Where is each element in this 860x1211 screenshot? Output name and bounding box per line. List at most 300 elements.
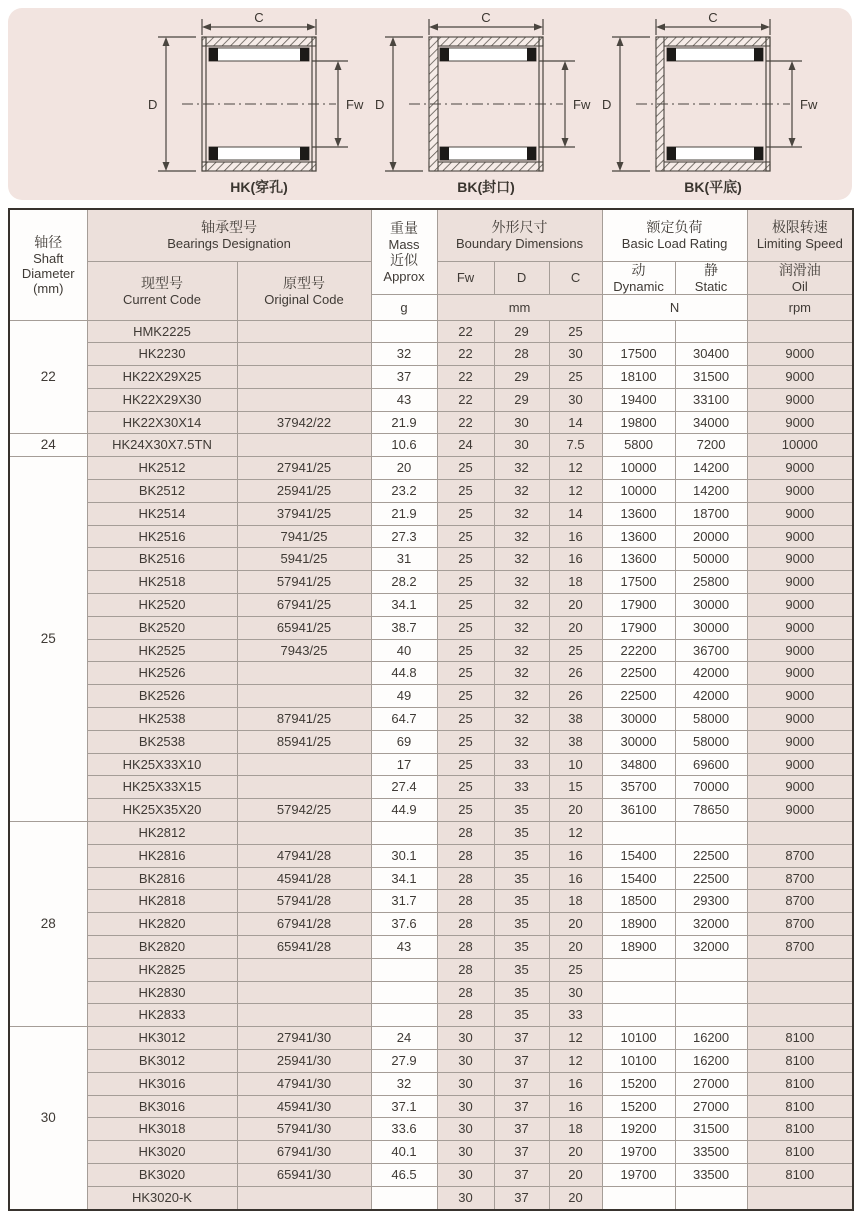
fw-cell: 25 [437, 685, 494, 708]
d-cell: 30 [494, 434, 549, 457]
fw-cell: 25 [437, 639, 494, 662]
current-code-cell: HK2820 [87, 913, 237, 936]
mass-cell: 31.7 [371, 890, 437, 913]
original-code-cell: 65941/28 [237, 936, 371, 959]
static-load-cell: 42000 [675, 685, 747, 708]
diagram-caption-bk-flat: BK(平底) [684, 179, 742, 195]
static-load-cell [675, 1004, 747, 1027]
mass-cell [371, 981, 437, 1004]
fw-cell: 22 [437, 411, 494, 434]
current-code-cell: BK2816 [87, 867, 237, 890]
header-load-unit: N [602, 294, 747, 320]
current-code-cell: HK2830 [87, 981, 237, 1004]
dynamic-load-cell: 15200 [602, 1072, 675, 1095]
oil-speed-cell: 9000 [747, 639, 853, 662]
d-cell: 32 [494, 548, 549, 571]
header-limiting-speed: 极限转速 Limiting Speed [747, 209, 853, 261]
table-row [9, 1004, 853, 1027]
c-cell: 25 [549, 366, 602, 389]
dynamic-load-cell [602, 320, 675, 343]
mass-cell: 38.7 [371, 616, 437, 639]
original-code-cell: 57942/25 [237, 799, 371, 822]
fw-cell: 28 [437, 844, 494, 867]
current-code-cell: BK2526 [87, 685, 237, 708]
header-mass-unit: g [371, 294, 437, 320]
oil-speed-cell: 8100 [747, 1027, 853, 1050]
fw-cell: 30 [437, 1050, 494, 1073]
fw-cell: 25 [437, 502, 494, 525]
oil-speed-cell: 9000 [747, 388, 853, 411]
c-cell: 12 [549, 1027, 602, 1050]
original-code-cell [237, 662, 371, 685]
dynamic-load-cell: 17900 [602, 594, 675, 617]
c-cell: 38 [549, 730, 602, 753]
dynamic-load-cell: 10000 [602, 457, 675, 480]
oil-speed-cell: 9000 [747, 594, 853, 617]
c-cell: 10 [549, 753, 602, 776]
d-cell: 35 [494, 844, 549, 867]
dim-fw-label: Fw [800, 97, 818, 112]
c-cell: 16 [549, 525, 602, 548]
d-cell: 35 [494, 913, 549, 936]
c-cell: 25 [549, 958, 602, 981]
table-row [9, 936, 853, 959]
original-code-cell [237, 1004, 371, 1027]
table-row [9, 844, 853, 867]
dynamic-load-cell [602, 1004, 675, 1027]
fw-cell: 25 [437, 616, 494, 639]
current-code-cell: HK2812 [87, 822, 237, 845]
dynamic-load-cell: 17900 [602, 616, 675, 639]
d-cell: 37 [494, 1118, 549, 1141]
oil-speed-cell [747, 822, 853, 845]
table-row [9, 913, 853, 936]
dim-fw-label: Fw [573, 97, 591, 112]
d-cell: 32 [494, 480, 549, 503]
header-mass: 重量 Mass 近似 Approx [371, 209, 437, 294]
original-code-cell [237, 434, 371, 457]
c-cell: 26 [549, 685, 602, 708]
mass-cell: 30.1 [371, 844, 437, 867]
dynamic-load-cell: 15200 [602, 1095, 675, 1118]
table-row [9, 867, 853, 890]
mass-cell: 20 [371, 457, 437, 480]
oil-speed-cell: 9000 [747, 685, 853, 708]
c-cell: 25 [549, 320, 602, 343]
c-cell: 30 [549, 981, 602, 1004]
c-cell: 20 [549, 594, 602, 617]
oil-speed-cell: 9000 [747, 571, 853, 594]
table-row [9, 594, 853, 617]
oil-speed-cell: 9000 [747, 457, 853, 480]
d-cell: 33 [494, 753, 549, 776]
static-load-cell: 34000 [675, 411, 747, 434]
static-load-cell: 58000 [675, 708, 747, 731]
original-code-cell [237, 343, 371, 366]
dynamic-load-cell: 22500 [602, 685, 675, 708]
current-code-cell: BK2512 [87, 480, 237, 503]
original-code-cell [237, 776, 371, 799]
mass-cell [371, 1186, 437, 1209]
c-cell: 20 [549, 799, 602, 822]
oil-speed-cell: 9000 [747, 502, 853, 525]
current-code-cell: HK2514 [87, 502, 237, 525]
d-cell: 32 [494, 616, 549, 639]
dynamic-load-cell: 36100 [602, 799, 675, 822]
current-code-cell: HK2518 [87, 571, 237, 594]
table-row [9, 343, 853, 366]
diagram-caption-bk-closed: BK(封口) [457, 179, 515, 195]
oil-speed-cell: 8700 [747, 936, 853, 959]
d-cell: 37 [494, 1186, 549, 1209]
oil-speed-cell: 9000 [747, 480, 853, 503]
static-load-cell: 14200 [675, 457, 747, 480]
d-cell: 37 [494, 1050, 549, 1073]
d-cell: 29 [494, 366, 549, 389]
current-code-cell: HK3020-K [87, 1186, 237, 1209]
table-row [9, 1118, 853, 1141]
original-code-cell: 27941/30 [237, 1027, 371, 1050]
mass-cell: 32 [371, 1072, 437, 1095]
static-load-cell: 30000 [675, 594, 747, 617]
d-cell: 32 [494, 708, 549, 731]
c-cell: 12 [549, 1050, 602, 1073]
table-row [9, 958, 853, 981]
mass-cell: 27.3 [371, 525, 437, 548]
c-cell: 18 [549, 890, 602, 913]
oil-speed-cell: 9000 [747, 776, 853, 799]
dynamic-load-cell: 15400 [602, 867, 675, 890]
static-load-cell: 16200 [675, 1027, 747, 1050]
current-code-cell: BK3012 [87, 1050, 237, 1073]
oil-speed-cell [747, 320, 853, 343]
current-code-cell: BK2820 [87, 936, 237, 959]
d-cell: 32 [494, 662, 549, 685]
dynamic-load-cell: 13600 [602, 525, 675, 548]
static-load-cell: 42000 [675, 662, 747, 685]
d-cell: 35 [494, 822, 549, 845]
mass-cell: 27.9 [371, 1050, 437, 1073]
dynamic-load-cell: 13600 [602, 548, 675, 571]
dynamic-load-cell [602, 822, 675, 845]
fw-cell: 25 [437, 548, 494, 571]
mass-cell: 37.1 [371, 1095, 437, 1118]
dim-c-label: C [254, 11, 264, 25]
mass-cell: 34.1 [371, 867, 437, 890]
dynamic-load-cell: 34800 [602, 753, 675, 776]
original-code-cell: 67941/30 [237, 1141, 371, 1164]
dynamic-load-cell: 18900 [602, 936, 675, 959]
static-load-cell: 32000 [675, 913, 747, 936]
header-basic-load-rating: 额定负荷 Basic Load Rating [602, 209, 747, 261]
mass-cell: 33.6 [371, 1118, 437, 1141]
fw-cell: 25 [437, 457, 494, 480]
table-row [9, 616, 853, 639]
mass-cell: 34.1 [371, 594, 437, 617]
table-row [9, 502, 853, 525]
d-cell: 37 [494, 1095, 549, 1118]
fw-cell: 28 [437, 913, 494, 936]
dynamic-load-cell: 15400 [602, 844, 675, 867]
table-row [9, 708, 853, 731]
fw-cell: 28 [437, 981, 494, 1004]
fw-cell: 25 [437, 708, 494, 731]
current-code-cell: HK22X29X25 [87, 366, 237, 389]
oil-speed-cell [747, 1004, 853, 1027]
c-cell: 12 [549, 822, 602, 845]
static-load-cell: 22500 [675, 844, 747, 867]
original-code-cell: 65941/25 [237, 616, 371, 639]
mass-cell: 10.6 [371, 434, 437, 457]
dynamic-load-cell: 10000 [602, 480, 675, 503]
current-code-cell: HK2833 [87, 1004, 237, 1027]
table-row [9, 411, 853, 434]
oil-speed-cell [747, 1186, 853, 1209]
shaft-diameter-cell: 30 [9, 1027, 87, 1210]
original-code-cell [237, 320, 371, 343]
oil-speed-cell: 9000 [747, 343, 853, 366]
mass-cell: 32 [371, 343, 437, 366]
mass-cell: 44.8 [371, 662, 437, 685]
oil-speed-cell: 8100 [747, 1050, 853, 1073]
static-load-cell: 36700 [675, 639, 747, 662]
header-shaft-diameter: 轴径 Shaft Diameter (mm) [9, 209, 87, 320]
mass-cell: 37 [371, 366, 437, 389]
original-code-cell: 67941/28 [237, 913, 371, 936]
c-cell: 16 [549, 1095, 602, 1118]
d-cell: 32 [494, 502, 549, 525]
d-cell: 32 [494, 571, 549, 594]
fw-cell: 25 [437, 662, 494, 685]
table-row [9, 480, 853, 503]
spec-table-body [9, 320, 853, 1210]
d-cell: 32 [494, 594, 549, 617]
oil-speed-cell: 9000 [747, 753, 853, 776]
original-code-cell: 45941/30 [237, 1095, 371, 1118]
dynamic-load-cell: 5800 [602, 434, 675, 457]
header-original-code: 原型号 Original Code [237, 261, 371, 320]
current-code-cell: HK22X29X30 [87, 388, 237, 411]
oil-speed-cell: 10000 [747, 434, 853, 457]
fw-cell: 30 [437, 1095, 494, 1118]
current-code-cell: BK2516 [87, 548, 237, 571]
fw-cell: 28 [437, 867, 494, 890]
oil-speed-cell: 8700 [747, 867, 853, 890]
d-cell: 35 [494, 958, 549, 981]
original-code-cell: 57941/25 [237, 571, 371, 594]
c-cell: 7.5 [549, 434, 602, 457]
d-cell: 37 [494, 1163, 549, 1186]
header-c: C [549, 261, 602, 294]
mass-cell: 24 [371, 1027, 437, 1050]
oil-speed-cell: 9000 [747, 411, 853, 434]
d-cell: 32 [494, 525, 549, 548]
table-row [9, 457, 853, 480]
fw-cell: 25 [437, 776, 494, 799]
static-load-cell: 29300 [675, 890, 747, 913]
oil-speed-cell [747, 958, 853, 981]
static-load-cell: 33100 [675, 388, 747, 411]
static-load-cell: 25800 [675, 571, 747, 594]
original-code-cell: 87941/25 [237, 708, 371, 731]
current-code-cell: HK22X30X14 [87, 411, 237, 434]
current-code-cell: HK25X33X15 [87, 776, 237, 799]
original-code-cell [237, 981, 371, 1004]
table-row [9, 525, 853, 548]
static-load-cell: 33500 [675, 1163, 747, 1186]
table-row [9, 685, 853, 708]
dynamic-load-cell: 35700 [602, 776, 675, 799]
current-code-cell: HK25X33X10 [87, 753, 237, 776]
static-load-cell: 7200 [675, 434, 747, 457]
table-row [9, 434, 853, 457]
header-current-code: 现型号 Current Code [87, 261, 237, 320]
current-code-cell: HK2520 [87, 594, 237, 617]
fw-cell: 25 [437, 571, 494, 594]
oil-speed-cell: 8700 [747, 913, 853, 936]
d-cell: 29 [494, 388, 549, 411]
bearing-diagram-hk-open [146, 11, 371, 197]
current-code-cell: BK3020 [87, 1163, 237, 1186]
fw-cell: 24 [437, 434, 494, 457]
original-code-cell: 67941/25 [237, 594, 371, 617]
c-cell: 20 [549, 1141, 602, 1164]
bearing-diagram-bk-flat [600, 11, 825, 197]
c-cell: 30 [549, 388, 602, 411]
fw-cell: 25 [437, 525, 494, 548]
oil-speed-cell: 8700 [747, 844, 853, 867]
fw-cell: 28 [437, 822, 494, 845]
dynamic-load-cell: 30000 [602, 708, 675, 731]
original-code-cell: 37942/22 [237, 411, 371, 434]
header-oil: 润滑油 Oil [747, 261, 853, 294]
table-row [9, 639, 853, 662]
oil-speed-cell: 9000 [747, 366, 853, 389]
current-code-cell: HK2516 [87, 525, 237, 548]
fw-cell: 22 [437, 388, 494, 411]
fw-cell: 25 [437, 799, 494, 822]
mass-cell: 28.2 [371, 571, 437, 594]
fw-cell: 30 [437, 1072, 494, 1095]
table-row [9, 571, 853, 594]
original-code-cell: 5941/25 [237, 548, 371, 571]
static-load-cell: 16200 [675, 1050, 747, 1073]
static-load-cell: 18700 [675, 502, 747, 525]
current-code-cell: HK24X30X7.5TN [87, 434, 237, 457]
static-load-cell: 31500 [675, 366, 747, 389]
dynamic-load-cell: 17500 [602, 343, 675, 366]
dynamic-load-cell: 19700 [602, 1163, 675, 1186]
c-cell: 33 [549, 1004, 602, 1027]
fw-cell: 28 [437, 958, 494, 981]
current-code-cell: BK2538 [87, 730, 237, 753]
mass-cell: 31 [371, 548, 437, 571]
dim-c-label: C [481, 11, 491, 25]
original-code-cell: 57941/30 [237, 1118, 371, 1141]
original-code-cell: 7941/25 [237, 525, 371, 548]
c-cell: 38 [549, 708, 602, 731]
static-load-cell: 78650 [675, 799, 747, 822]
original-code-cell [237, 1186, 371, 1209]
current-code-cell: HK2512 [87, 457, 237, 480]
static-load-cell: 20000 [675, 525, 747, 548]
c-cell: 15 [549, 776, 602, 799]
header-fw: Fw [437, 261, 494, 294]
d-cell: 35 [494, 890, 549, 913]
fw-cell: 22 [437, 343, 494, 366]
mass-cell: 21.9 [371, 411, 437, 434]
mass-cell [371, 320, 437, 343]
c-cell: 18 [549, 571, 602, 594]
current-code-cell: HK3018 [87, 1118, 237, 1141]
header-speed-unit: rpm [747, 294, 853, 320]
static-load-cell [675, 958, 747, 981]
current-code-cell: HK2230 [87, 343, 237, 366]
c-cell: 12 [549, 480, 602, 503]
mass-cell: 44.9 [371, 799, 437, 822]
table-row [9, 822, 853, 845]
bearing-diagram-panel [8, 8, 852, 200]
mass-cell: 64.7 [371, 708, 437, 731]
original-code-cell: 37941/25 [237, 502, 371, 525]
dynamic-load-cell [602, 1186, 675, 1209]
table-row [9, 1186, 853, 1209]
original-code-cell: 65941/30 [237, 1163, 371, 1186]
dynamic-load-cell: 19800 [602, 411, 675, 434]
current-code-cell: HK2526 [87, 662, 237, 685]
dynamic-load-cell: 19700 [602, 1141, 675, 1164]
table-row [9, 730, 853, 753]
static-load-cell [675, 1186, 747, 1209]
current-code-cell: HK3016 [87, 1072, 237, 1095]
oil-speed-cell: 8100 [747, 1095, 853, 1118]
shaft-diameter-cell: 25 [9, 457, 87, 822]
table-row [9, 388, 853, 411]
static-load-cell: 70000 [675, 776, 747, 799]
shaft-diameter-cell: 28 [9, 822, 87, 1027]
shaft-diameter-cell: 24 [9, 434, 87, 457]
mass-cell: 49 [371, 685, 437, 708]
dynamic-load-cell: 18100 [602, 366, 675, 389]
mass-cell [371, 1004, 437, 1027]
table-row [9, 1141, 853, 1164]
static-load-cell: 69600 [675, 753, 747, 776]
original-code-cell: 57941/28 [237, 890, 371, 913]
diagram-caption-hk: HK(穿孔) [230, 179, 288, 195]
dynamic-load-cell: 10100 [602, 1027, 675, 1050]
fw-cell: 28 [437, 890, 494, 913]
table-row [9, 753, 853, 776]
dynamic-load-cell: 30000 [602, 730, 675, 753]
original-code-cell [237, 685, 371, 708]
d-cell: 32 [494, 457, 549, 480]
d-cell: 32 [494, 730, 549, 753]
d-cell: 37 [494, 1141, 549, 1164]
static-load-cell: 30400 [675, 343, 747, 366]
dynamic-load-cell: 13600 [602, 502, 675, 525]
dynamic-load-cell: 22500 [602, 662, 675, 685]
static-load-cell: 50000 [675, 548, 747, 571]
mass-cell [371, 822, 437, 845]
current-code-cell: BK3016 [87, 1095, 237, 1118]
header-d: D [494, 261, 549, 294]
shaft-diameter-cell: 22 [9, 320, 87, 434]
d-cell: 32 [494, 685, 549, 708]
d-cell: 37 [494, 1072, 549, 1095]
original-code-cell: 85941/25 [237, 730, 371, 753]
d-cell: 35 [494, 981, 549, 1004]
mass-cell: 21.9 [371, 502, 437, 525]
